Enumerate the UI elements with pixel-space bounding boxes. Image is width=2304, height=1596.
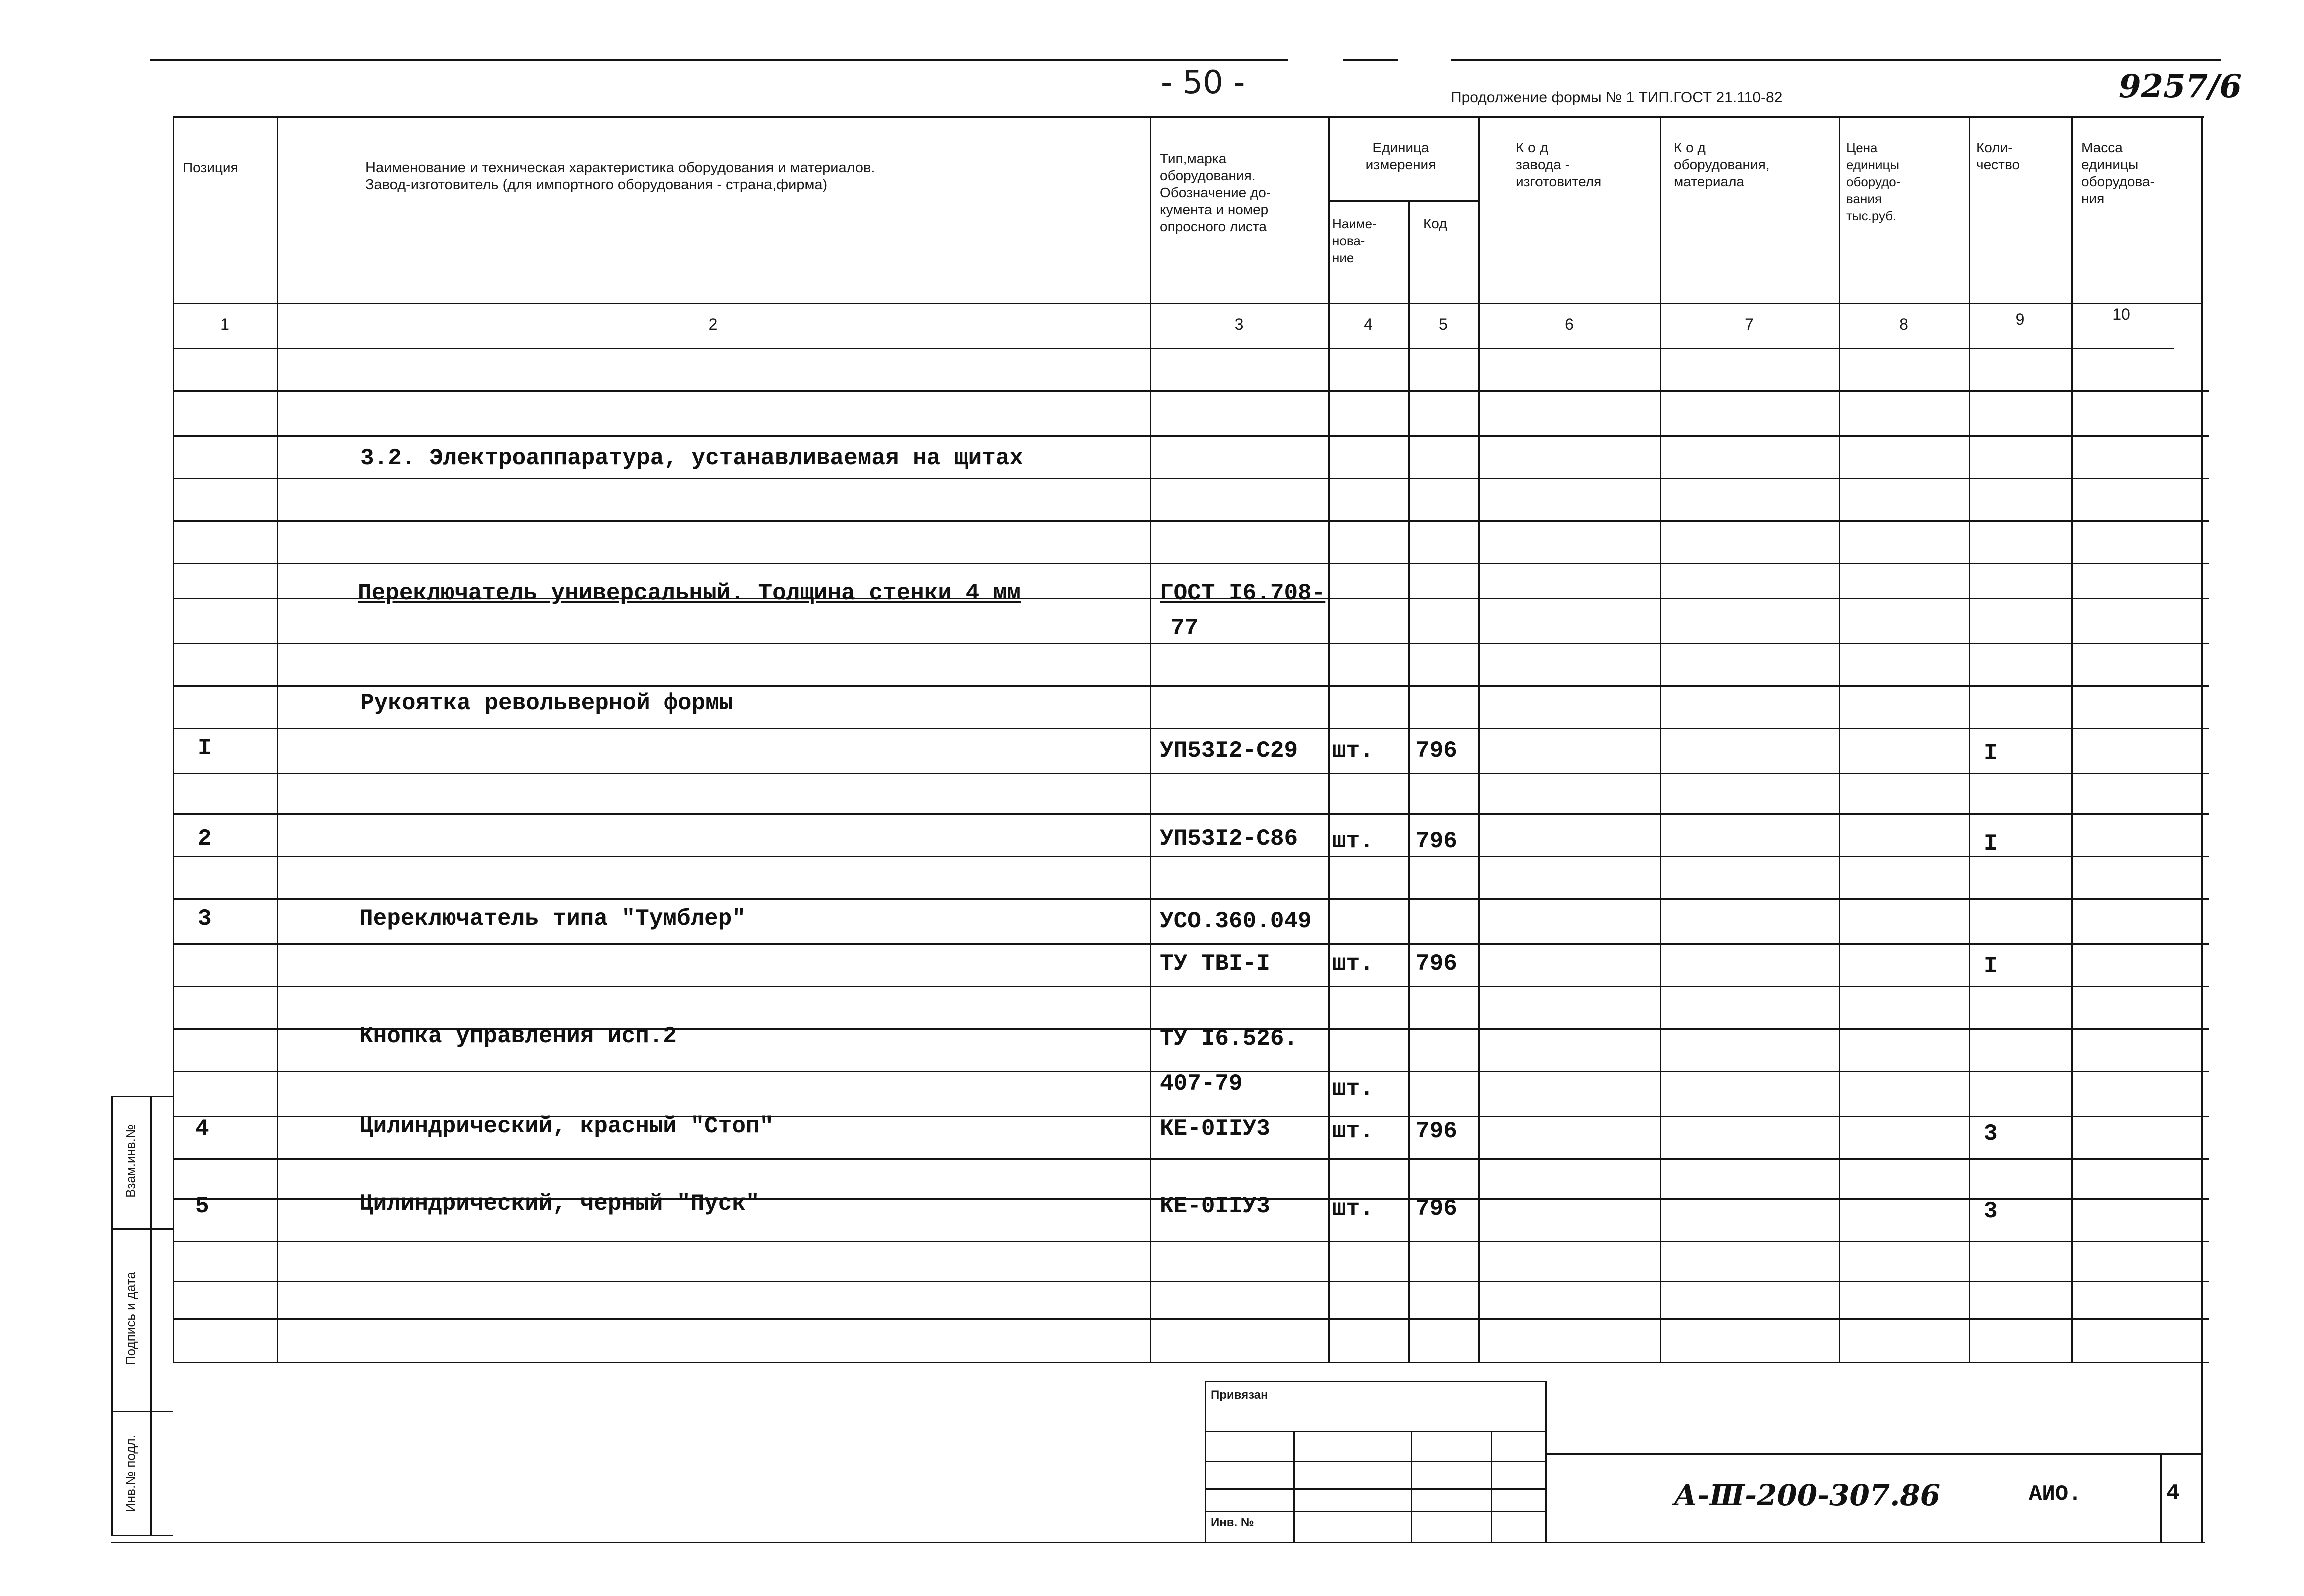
col-border-1: [277, 116, 278, 1362]
stamp-line: [1205, 1511, 1545, 1512]
item-unit-code: 796: [1416, 828, 1457, 854]
row-line: [173, 563, 2209, 564]
item-type: КЕ-0IIУ3: [1160, 1193, 1270, 1219]
row-line: [173, 1281, 2209, 1282]
item-position: 4: [195, 1116, 209, 1142]
item-quantity: I: [1984, 740, 1998, 766]
stamp-col: [1293, 1431, 1295, 1542]
side-label-inv: Инв.№ подл.: [123, 1435, 138, 1512]
row-line: [173, 520, 2209, 522]
item-position: 5: [195, 1193, 209, 1219]
stamp-top: [1205, 1381, 1545, 1382]
item-name: Рукоятка револьверной формы: [360, 690, 733, 716]
margin-strip-line: [111, 1096, 173, 1097]
title-block-line: [1545, 1453, 2203, 1455]
stamp-right: [1545, 1381, 1547, 1542]
row-line: [173, 813, 2209, 815]
item-type: УСО.360.049: [1160, 908, 1312, 934]
header-unit: Единица измерения: [1365, 140, 1436, 172]
document-code: А-Ⅲ-200-307.86: [1674, 1478, 1941, 1512]
number-row-line: [173, 348, 2174, 349]
item-type: ТУ ТВI-I: [1160, 951, 1270, 977]
item-unit-code: 796: [1416, 738, 1457, 764]
margin-strip-line: [111, 1411, 173, 1412]
stamp-col: [1491, 1431, 1492, 1542]
stamp-label-privyazan: Привязан: [1211, 1388, 1268, 1402]
row-line: [173, 898, 2209, 900]
column-number: 9: [2015, 310, 2025, 328]
row-line: [173, 478, 2209, 479]
item-unit-code: 796: [1416, 1118, 1457, 1144]
header-name: Наименование и техническая характеристика оборудования и материалов. Завод-изготовитель (для импортного оборудования - страна,фирма): [365, 160, 875, 193]
header-bottom-line: [173, 303, 2201, 304]
item-name: Переключатель типа "Тумблер": [359, 906, 746, 932]
col-border-6: [1660, 116, 1661, 1362]
col-border-10: [2201, 116, 2203, 1362]
page-right-edge: [2201, 1362, 2203, 1542]
sheet-box-left: [2160, 1453, 2162, 1542]
row-line: [173, 685, 2209, 687]
item-quantity: 3: [1984, 1198, 1998, 1224]
unit-header-split: [1328, 200, 1478, 202]
item-type: ТУ I6.526.: [1160, 1026, 1298, 1052]
item-quantity: 3: [1984, 1121, 1998, 1147]
item-name: Переключатель универсальный. Толщина стенки 4 мм: [358, 580, 1021, 606]
header-type: Тип,марка оборудования. Обозначение до- кумента и номер опросного листа: [1160, 151, 1271, 234]
header-quantity: Коли- чество: [1976, 140, 2020, 172]
form-continuation: Продолжение формы № 1 ТИП.ГОСТ 21.110-82: [1451, 89, 1783, 106]
col-border-2: [1150, 116, 1151, 1362]
row-line: [173, 1158, 2209, 1160]
row-line: [173, 1318, 2209, 1320]
sheet-number: 4: [2166, 1481, 2180, 1506]
row-line: [173, 728, 2209, 729]
header-material-code: К о д оборудования, материала: [1674, 140, 1770, 189]
header-mass: Масса единицы оборудова- ния: [2081, 140, 2155, 206]
handwritten-reference: 9257/6: [2119, 68, 2242, 105]
header-unit-code: Код: [1423, 216, 1447, 231]
item-position: I: [198, 735, 212, 761]
column-number: 3: [1234, 315, 1244, 333]
item-unit-code: 796: [1416, 951, 1457, 977]
col-border-9: [2071, 116, 2073, 1362]
stamp-line: [1205, 1431, 1545, 1432]
item-quantity: I: [1984, 831, 1998, 857]
side-label-podpis: Подпись и дата: [123, 1272, 138, 1366]
item-unit: шт.: [1332, 1196, 1374, 1222]
stamp-col: [1411, 1431, 1412, 1542]
row-line: [173, 773, 2209, 774]
column-number: 10: [2112, 305, 2130, 323]
stamp-line: [1205, 1488, 1545, 1490]
col-border-5: [1478, 116, 1480, 1362]
side-label-vzam: Взам.инв.№: [123, 1124, 138, 1198]
top-rule-left: [150, 59, 1288, 61]
header-price: Цена единицы оборудо- вания тыс.руб.: [1846, 140, 1901, 223]
margin-strip-left: [111, 1096, 113, 1536]
column-number: 5: [1439, 315, 1448, 333]
header-unit-name: Наиме- нова- ние: [1332, 216, 1377, 265]
item-type: ГОСТ I6.708-: [1160, 580, 1326, 606]
table-bottom-line: [173, 1362, 2209, 1363]
page-bottom-line: [111, 1542, 2205, 1543]
stamp-line: [1205, 1461, 1545, 1462]
row-line: [173, 435, 2209, 437]
column-number: 2: [708, 315, 718, 333]
item-type: 407-79: [1160, 1071, 1243, 1097]
col-border-3: [1328, 116, 1330, 1362]
column-number: 8: [1899, 315, 1908, 333]
row-line: [173, 943, 2209, 945]
row-line: [173, 1241, 2209, 1242]
margin-strip-right: [150, 1096, 152, 1536]
item-name: Цилиндрический, красный "Стоп": [359, 1113, 774, 1139]
item-quantity: I: [1984, 953, 1998, 979]
item-name: Цилиндрический, черный "Пуск": [359, 1191, 760, 1217]
margin-strip-line: [111, 1535, 173, 1536]
section-title: 3.2. Электроаппаратура, устанавливаемая на щитах: [360, 445, 1024, 471]
row-line: [173, 856, 2209, 857]
column-number: 6: [1565, 315, 1574, 333]
item-unit: шт.: [1332, 828, 1374, 854]
sheet-prefix: АИО.: [2029, 1482, 2082, 1507]
col-border-7: [1839, 116, 1840, 1362]
margin-strip-line: [111, 1228, 173, 1230]
item-unit: шт.: [1332, 738, 1374, 764]
item-type: УП53I2-С86: [1160, 826, 1298, 852]
top-rule-right: [1451, 59, 2221, 61]
item-type: КЕ-0IIУ3: [1160, 1116, 1270, 1142]
col-border-8: [1969, 116, 1970, 1362]
top-rule-mid: [1343, 59, 1398, 61]
item-unit: шт.: [1332, 1118, 1374, 1144]
column-number: 7: [1745, 315, 1754, 333]
item-name: Кнопка управления исп.2: [359, 1023, 677, 1049]
column-number: 4: [1364, 315, 1373, 333]
column-number: 1: [220, 315, 229, 333]
row-line: [173, 986, 2209, 987]
col-border-4: [1408, 200, 1410, 1362]
item-position: 3: [198, 906, 212, 932]
table-top-line: [173, 116, 2204, 118]
item-unit-code: 796: [1416, 1196, 1457, 1222]
stamp-left: [1205, 1381, 1206, 1542]
stamp-label-inv: Инв. №: [1211, 1516, 1254, 1529]
header-factory-code: К о д завода - изготовителя: [1516, 140, 1602, 189]
row-line: [173, 390, 2209, 392]
item-unit: шт.: [1332, 951, 1374, 977]
item-type: 77: [1171, 615, 1199, 641]
page-number: - 50 -: [1161, 64, 1245, 101]
item-position: 2: [198, 826, 212, 852]
item-unit: шт.: [1332, 1076, 1374, 1102]
col-border-0: [173, 116, 174, 1362]
item-type: УП53I2-С29: [1160, 738, 1298, 764]
row-line: [173, 643, 2209, 644]
header-position: Позиция: [183, 160, 238, 175]
